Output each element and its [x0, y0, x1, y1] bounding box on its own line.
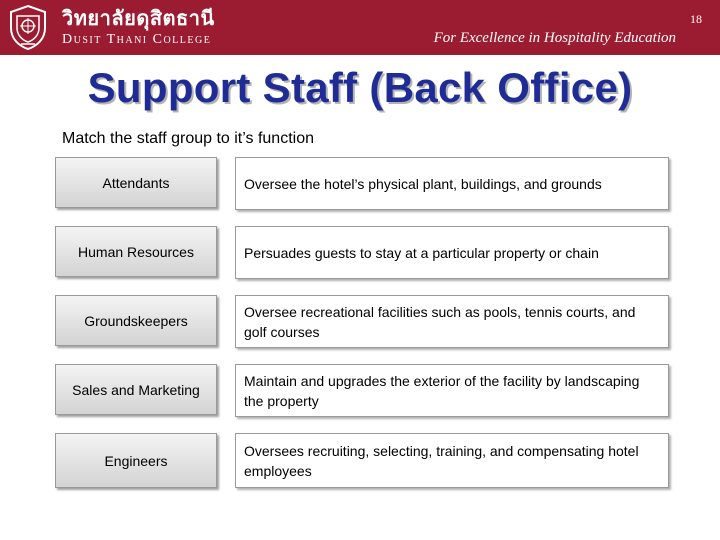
header-banner [0, 0, 720, 55]
page-number: 18 [690, 12, 702, 26]
staff-group-box[interactable]: Attendants [55, 157, 217, 208]
function-box[interactable]: Maintain and upgrades the exterior of the facility by landscaping the property [235, 364, 669, 417]
staff-group-box[interactable]: Engineers [55, 433, 217, 488]
slide-title: Support Staff (Back Office) [87, 64, 633, 111]
function-box[interactable]: Oversee the hotel’s physical plant, buildings, and grounds [235, 157, 669, 210]
function-box[interactable]: Persuades guests to stay at a particular property or chain [235, 226, 669, 279]
college-thai-name: วิทยาลัยดุสิตธานี [62, 6, 215, 30]
slide-subtitle: Match the staff group to it’s function [62, 130, 314, 147]
college-tagline: For Excellence in Hospitality Education [433, 30, 676, 46]
college-english-name: Dusit Thani College [62, 32, 212, 47]
staff-group-box[interactable]: Human Resources [55, 226, 217, 277]
function-box[interactable]: Oversees recruiting, selecting, training, and compensating hotel employees [235, 433, 669, 488]
college-crest-icon [5, 4, 51, 51]
staff-group-box[interactable]: Groundskeepers [55, 295, 217, 346]
staff-group-box[interactable]: Sales and Marketing [55, 364, 217, 415]
function-box[interactable]: Oversee recreational facilities such as pools, tennis courts, and golf courses [235, 295, 669, 348]
